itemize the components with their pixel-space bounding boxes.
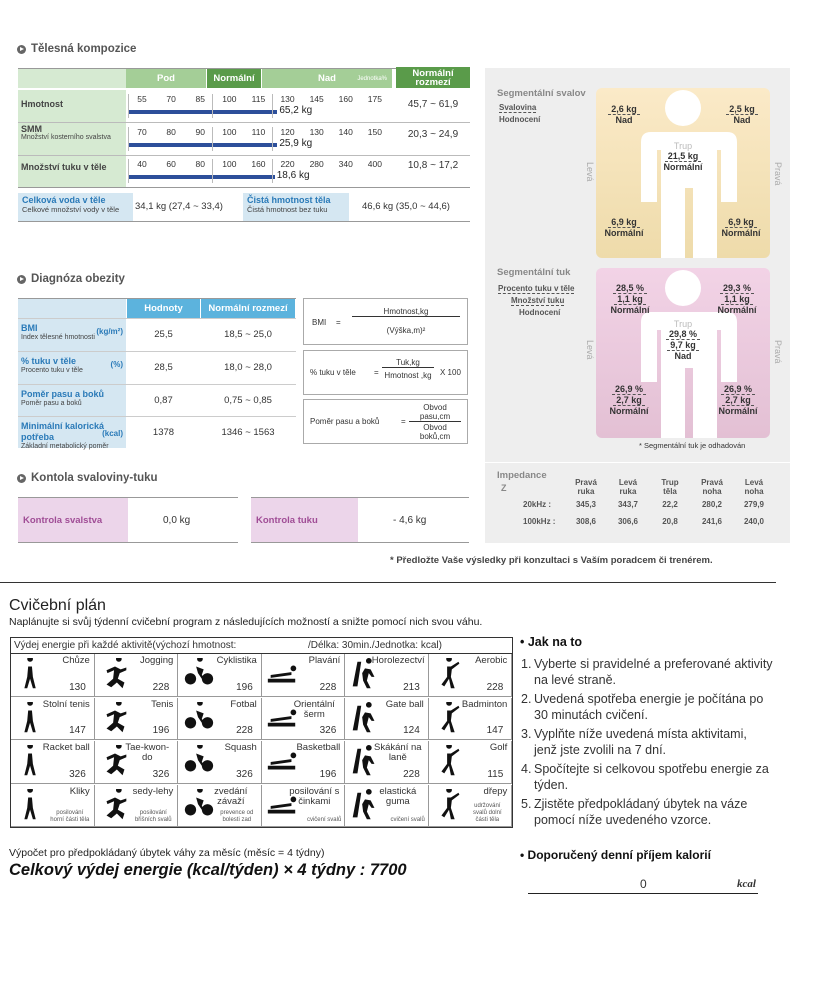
scale-gridline	[212, 159, 213, 183]
activity-name: sedy-lehy	[132, 785, 174, 797]
activity-note: prevence od bolesti zad	[220, 810, 254, 823]
howto-title: • Jak na to	[520, 635, 583, 649]
obesity-row-range: 0,75 ~ 0,85	[224, 395, 272, 406]
impedance-col: Trup těla	[661, 478, 679, 496]
activity-name: dřepy	[483, 785, 508, 797]
activity-cell[interactable]	[95, 698, 179, 741]
water-label: Celková voda v těle Celkové množství vody v těle	[18, 193, 133, 221]
activity-cell[interactable]	[345, 741, 429, 784]
activity-cell[interactable]	[429, 741, 513, 784]
obesity-row-label: BMI (kg/m²) Index tělesné hmotnosti	[18, 319, 126, 351]
activity-cell[interactable]	[262, 785, 346, 828]
activity-kcal: 147	[486, 725, 504, 736]
activity-kcal: 124	[403, 725, 420, 736]
range-weight: 45,7 ~ 61,9	[407, 99, 459, 110]
fat-trunk: Trup 29,8 % 9,7 kg Nad	[655, 319, 711, 361]
bullet-icon	[17, 45, 26, 54]
activity-name: Fotbal	[230, 698, 257, 710]
activity-grid-header: Výdej energie při každé aktivitě(výchozí hmotnost: /Délka: 30min./Jednotka: kcal)	[11, 638, 512, 654]
obesity-header-values: Hodnoty	[127, 299, 200, 318]
obesity-row-value: 28,5	[154, 362, 173, 373]
activity-cell[interactable]	[95, 741, 179, 784]
obesity-row-value: 25,5	[154, 329, 173, 340]
activity-kcal: 196	[236, 681, 253, 693]
divider	[18, 155, 470, 156]
obesity-row-value: 0,87	[154, 395, 173, 406]
howto-step: 4. Spočítejte si celkovou spotřebu energie za týden.	[521, 762, 769, 792]
divider	[18, 221, 470, 222]
impedance-row-label: 20kHz :	[523, 500, 552, 509]
activity-name: Kliky	[69, 785, 90, 797]
scale-value: 25,9 kg	[279, 138, 313, 149]
scale-tick: 40	[137, 159, 147, 169]
lean-left-leg: 6,9 kg Normální	[721, 217, 761, 238]
obesity-row-range: 18,0 ~ 28,0	[224, 362, 272, 373]
impedance-col: Pravá noha	[701, 478, 723, 496]
whr-formula: Poměr pasu a boků = Obvod pasu,cm Obvod boků,cm	[303, 399, 468, 444]
row-label-fat: Množství tuku v těle	[18, 156, 126, 187]
impedance-col: Levá noha	[744, 478, 764, 496]
activity-name: Gate ball	[385, 698, 424, 710]
lean-label: Čistá hmotnost těla Čistá hmotnost bez tuku	[243, 193, 349, 221]
scale-tick: 100	[222, 159, 237, 169]
smm-scale	[128, 127, 390, 155]
activity-name: Tae-kwon-do	[125, 742, 170, 763]
scale-tick: 145	[309, 94, 324, 104]
bullet-icon	[17, 275, 26, 284]
divider	[18, 187, 470, 188]
impedance-value: 240,0	[743, 517, 765, 526]
activity-cell[interactable]	[178, 785, 262, 828]
activity-note: posilování horní části těla	[50, 810, 90, 823]
activity-cell[interactable]	[178, 741, 262, 784]
scale-value: 65,2 kg	[279, 105, 313, 116]
activity-cell[interactable]	[11, 654, 95, 697]
header-over: Nad Jednotka%	[262, 69, 392, 88]
activity-name: Tenis	[151, 698, 174, 710]
activity-kcal: 326	[69, 768, 86, 780]
scale-tick: 110	[251, 127, 266, 137]
impedance-value: 241,6	[701, 517, 723, 526]
obesity-title: Diagnóza obezity	[17, 273, 125, 285]
obesity-header-range: Normální rozmezí	[201, 299, 295, 318]
activity-kcal: 228	[319, 681, 337, 693]
scale-tick: 160	[251, 159, 266, 169]
activity-cell[interactable]	[262, 698, 346, 741]
activity-name: posilování s činkami	[289, 785, 340, 807]
activity-kcal: 228	[236, 725, 253, 736]
activity-cell[interactable]	[11, 741, 95, 784]
scale-tick: 85	[195, 94, 205, 104]
impedance-value: 279,9	[743, 500, 765, 509]
impedance-value: 20,8	[662, 517, 678, 526]
lean-right-leg: 6,9 kg Normální	[604, 217, 644, 238]
lean-left-arm: 2,5 kg Nad	[718, 104, 766, 125]
activity-name: Jogging	[140, 655, 174, 666]
activity-figure-icon	[14, 658, 48, 692]
howto-step: 3. Vyplňte níže uvedená místa aktivitami, jenž jste zvolili na 7 dní.	[521, 727, 747, 757]
scale-gridline	[128, 94, 129, 118]
scale-tick: 60	[166, 159, 176, 169]
scale-tick: 120	[280, 127, 295, 137]
scale-gridline	[128, 127, 129, 151]
activity-figure-icon	[265, 745, 299, 779]
calc-note: Výpočet pro předpokládaný úbytek váhy za měsíc (měsíc = 4 týdny)	[9, 847, 325, 859]
lean-trunk: Trup 21,5 kg Normální	[663, 141, 703, 172]
range-fat: 10,8 ~ 17,2	[407, 160, 459, 171]
divider	[18, 318, 296, 319]
scale-tick: 70	[166, 94, 176, 104]
activity-figure-icon	[432, 745, 466, 779]
activity-name: Squash	[224, 742, 257, 753]
scale-bar	[128, 110, 277, 114]
scale-tick: 220	[280, 159, 295, 169]
section-separator	[0, 582, 776, 583]
activity-name: Skákání na laně	[374, 742, 422, 763]
impedance-value: 345,3	[575, 500, 597, 509]
activity-kcal: 326	[319, 725, 337, 736]
scale-tick: 100	[222, 94, 237, 104]
activity-figure-icon	[98, 789, 132, 823]
activity-name: Cyklistika	[216, 655, 257, 666]
scale-tick: 175	[367, 94, 382, 104]
activity-figure-icon	[14, 789, 48, 823]
activity-cell[interactable]	[178, 698, 262, 741]
fat-left-leg: 26,9 % 2,7 kg Normální	[718, 384, 758, 416]
fat-left-arm: 29,3 % 1,1 kg Normální	[717, 283, 757, 315]
obesity-row-label: Minimální kalorická potřeba (kcal) Základní metabolický poměr	[18, 417, 126, 448]
fat-control: Kontrola tuku - 4,6 kg	[251, 497, 469, 543]
scale-gridline	[272, 94, 273, 118]
activity-kcal: 228	[486, 681, 504, 693]
activity-name: Golf	[489, 742, 508, 753]
activity-name: Horolezectví	[371, 655, 425, 666]
activity-cell[interactable]	[11, 785, 95, 828]
activity-cell[interactable]	[345, 785, 429, 828]
activity-name: Aerobic	[475, 655, 508, 666]
activity-figure-icon	[181, 745, 215, 779]
activity-name: Badminton	[461, 698, 508, 710]
howto-step: 2. Uvedená spotřeba energie je počítána po 30 minutách cvičení.	[521, 692, 764, 722]
lean-right-arm: 2,6 kg Nad	[600, 104, 648, 125]
activity-figure-icon	[265, 658, 299, 692]
weight-scale	[128, 94, 390, 122]
divider	[485, 462, 790, 463]
divider	[18, 384, 296, 385]
header-blank	[18, 69, 126, 88]
obesity-row-range: 1346 ~ 1563	[221, 427, 275, 438]
activity-cell[interactable]	[95, 785, 179, 828]
fat-right-arm: 28,5 % 1,1 kg Normální	[610, 283, 650, 315]
daily-intake-field[interactable]: 0 kcal	[528, 876, 758, 894]
plan-subtitle: Naplánujte si svůj týdenní cvičební program z následujících možností a snižte pomocí nich svou váhu.	[9, 616, 483, 628]
activity-cell[interactable]	[429, 654, 513, 697]
activity-kcal: 228	[152, 681, 170, 693]
scale-gridline	[212, 94, 213, 118]
activity-cell[interactable]	[429, 698, 513, 741]
lean-value: 46,6 kg (35,0 ~ 44,6)	[362, 201, 450, 212]
impedance-col: Pravá ruka	[575, 478, 597, 496]
activity-kcal: 115	[487, 768, 504, 780]
activity-cell[interactable]	[262, 654, 346, 697]
consult-note: * Předložte Vaše výsledky při konzultaci s Vaším poradcem či trenérem.	[390, 555, 713, 566]
impedance-value: 308,6	[575, 517, 597, 526]
activity-name: zvedání závaží	[214, 785, 248, 807]
water-value: 34,1 kg (27,4 ~ 33,4)	[135, 201, 223, 212]
scale-tick: 70	[137, 127, 147, 137]
header-normal: Normální	[207, 69, 261, 88]
activity-figure-icon	[98, 658, 132, 692]
scale-tick: 80	[166, 127, 176, 137]
activity-figure-icon	[181, 658, 215, 692]
impedance-value: 22,2	[662, 500, 678, 509]
divider	[18, 351, 296, 352]
scale-gridline	[128, 159, 129, 183]
header-range: Normální rozmezí	[396, 67, 470, 88]
activity-note: cvičení svalů	[390, 817, 425, 823]
activity-kcal: 213	[403, 681, 420, 693]
header-under: Pod	[126, 69, 206, 88]
activity-figure-icon	[98, 702, 132, 736]
activity-kcal: 196	[319, 768, 337, 780]
scale-gridline	[272, 159, 273, 183]
obesity-row-label: % tuku v těle (%) Procento tuku v těle	[18, 352, 126, 384]
obesity-row-range: 18,5 ~ 25,0	[224, 329, 272, 340]
scale-bar	[128, 175, 275, 179]
fat-scale	[128, 159, 390, 187]
scale-bar	[128, 143, 277, 147]
obesity-row-value: 1378	[152, 427, 175, 438]
activity-figure-icon	[348, 702, 382, 736]
scale-tick: 280	[309, 159, 324, 169]
scale-tick: 140	[338, 127, 353, 137]
scale-gridline	[272, 127, 273, 151]
obesity-row-label: Poměr pasu a boků Poměr pasu a boků	[18, 385, 126, 417]
body-composition-title: Tělesná kompozice	[17, 43, 136, 55]
scale-value: 18,6 kg	[276, 170, 310, 181]
activity-cell[interactable]	[429, 785, 513, 828]
activity-kcal: 196	[152, 725, 170, 736]
scale-tick: 340	[338, 159, 353, 169]
total-formula: Celkový výdej energie (kcal/týden) × 4 týdny : 7700	[9, 861, 407, 879]
daily-title: • Doporučený denní příjem kalorií	[520, 848, 711, 862]
activity-cell[interactable]	[345, 654, 429, 697]
scale-tick: 400	[367, 159, 382, 169]
scale-tick: 80	[195, 159, 205, 169]
activity-name: Orientální šerm	[293, 698, 335, 720]
range-smm: 20,3 ~ 24,9	[407, 129, 459, 140]
divider	[18, 122, 470, 123]
activity-cell[interactable]	[95, 654, 179, 697]
muscle-control: Kontrola svalstva 0,0 kg	[18, 497, 238, 543]
activity-cell[interactable]	[178, 654, 262, 697]
bullet-icon	[17, 474, 26, 483]
control-title: Kontola svaloviny-tuku	[17, 472, 158, 484]
activity-name: Stolní tenis	[42, 698, 90, 710]
activity-note: cvičení svalů	[306, 817, 342, 823]
howto-step: 1. Vyberte si pravidelné a preferované aktivity na levé straně.	[521, 657, 773, 687]
activity-kcal: 326	[152, 768, 170, 780]
impedance-value: 306,6	[617, 517, 639, 526]
impedance-col: Levá ruka	[618, 478, 638, 496]
segmental-fat-note: * Segmentální tuk je odhadován	[639, 441, 746, 450]
scale-gridline	[212, 127, 213, 151]
impedance-row-label: 100kHz :	[523, 517, 556, 526]
scale-tick: 90	[195, 127, 205, 137]
fat-formula: % tuku v těle = Tuk,kg Hmotnost ,kg X 100	[303, 350, 468, 395]
scale-tick: 160	[338, 94, 353, 104]
scale-tick: 130	[309, 127, 324, 137]
activity-kcal: 130	[69, 681, 86, 693]
activity-cell[interactable]	[262, 741, 346, 784]
howto-list	[521, 656, 773, 831]
scale-tick: 150	[367, 127, 382, 137]
impedance-value: 343,7	[617, 500, 639, 509]
activity-name: Racket ball	[42, 742, 90, 753]
activity-grid	[10, 637, 513, 828]
activity-note: posilování břišních svalů	[134, 810, 172, 823]
activity-kcal: 147	[69, 725, 86, 736]
activity-note: udržování svalů dolní části těla	[472, 803, 502, 823]
scale-tick: 115	[251, 94, 266, 104]
activity-cell[interactable]	[345, 698, 429, 741]
howto-step: 5. Zjistěte předpokládaný úbytek na váze pomocí níže uvedeného vzorce.	[521, 797, 748, 827]
scale-tick: 55	[137, 94, 147, 104]
activity-cell[interactable]	[11, 698, 95, 741]
activity-figure-icon	[181, 702, 215, 736]
row-label-smm: SMM Množství kosterního svalstva	[18, 123, 126, 155]
activity-name: elastická guma	[379, 785, 417, 807]
activity-figure-icon	[432, 789, 466, 823]
segmental-panel: Segmentální svalov Svalovina Hodnocení 2,6 kg Nad 2,5 kg Nad Trup 21,5 kg Normální 6,9 kg Normální 6,9 kg Normální Levá Pravá Segmentální tuk Procento tuku v těle Množství tuku Hodnocení 28,5 % 1,1 kg Normální 29,3 % 1,1 kg Normální Trup 29,8 % 9,7 kg Nad 26,9 % 2,7 kg Normální 26,9 % 2,7 kg Normální Levá Pravá * Segmentální tuk je odhadován Impedance Z Pravá ruka Levá ruka Trup těla Pravá noha Levá noha 20kHz : 345,3 343,7 22,2 280,2 279,9 100kHz : 308,6 306,6 20,8 241,6 240,0	[485, 68, 790, 543]
scale-tick: 100	[222, 127, 237, 137]
divider	[18, 416, 296, 417]
row-label-weight: Hmotnost	[18, 90, 126, 122]
activity-kcal: 326	[236, 768, 253, 780]
activity-kcal: 228	[403, 768, 420, 780]
plan-title: Cvičební plán	[9, 597, 106, 614]
bmi-formula: BMI = Hmotnost,kg (Výška,m)²	[303, 298, 468, 345]
activity-name: Basketball	[296, 742, 341, 753]
activity-figure-icon	[432, 702, 466, 736]
fat-right-leg: 26,9 % 2,7 kg Normální	[609, 384, 649, 416]
obesity-header-blank	[18, 299, 126, 318]
activity-name: Plavání	[308, 655, 341, 666]
impedance-value: 280,2	[701, 500, 723, 509]
activity-figure-icon	[432, 658, 466, 692]
activity-name: Chůze	[62, 655, 90, 666]
scale-tick: 130	[280, 94, 295, 104]
